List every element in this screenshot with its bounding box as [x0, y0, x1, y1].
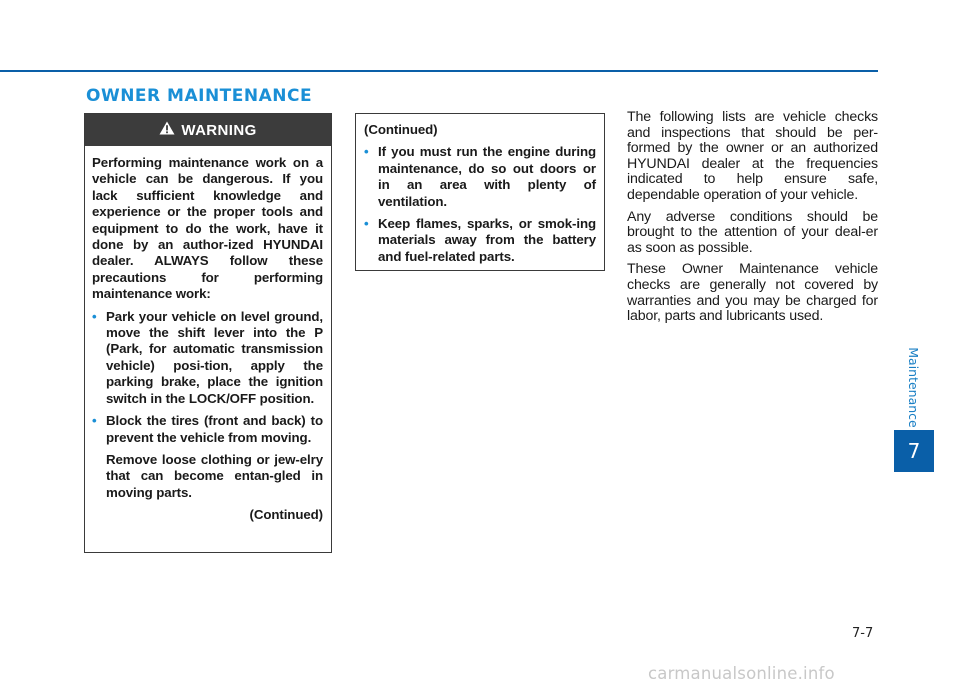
warning-header-label: WARNING — [181, 121, 257, 139]
continued-header: (Continued) — [364, 122, 438, 137]
continued-bullet-text: Keep flames, sparks, or smok-ing materials away from the battery and fuel-related parts. — [378, 216, 596, 264]
chapter-tab — [894, 430, 934, 472]
body-paragraph: These Owner Maintenance vehicle checks are generally not covered by warranties and you may be charged for labor, parts and lubricants used. — [627, 261, 878, 325]
warning-extra-text: Remove loose clothing or jew-elry that can become entan-gled in moving parts. — [106, 451, 323, 500]
body-text-column — [627, 110, 878, 331]
continued-label: (Continued) — [249, 507, 323, 523]
bullet-dot-icon: • — [364, 144, 369, 160]
body-paragraph: The following lists are vehicle checks and inspections that should be per-formed by the owner or an authorized HYUNDAI dealer at the frequencies indicated to help ensure safe, dependable operation of your vehicle. — [627, 109, 878, 203]
warning-intro: Performing maintenance work on a vehicle can be dangerous. If you lack sufficient knowledge and experience or the proper tools and equipment to do the work, have it done by an author-ized HYUNDAI dealer. ALWAYS follow these precautions for performing maintenance work: — [92, 155, 323, 302]
chapter-label — [905, 342, 921, 432]
warning-bullet-text: Block the tires (front and back) to prevent the vehicle from moving. — [106, 413, 323, 445]
chapter-number: 7 — [907, 439, 921, 463]
section-title: OWNER MAINTENANCE — [86, 86, 313, 106]
list-item — [92, 413, 323, 446]
warning-box — [84, 113, 332, 553]
continued-bullet-text: If you must run the engine during maintenance, do so out doors or in an area with plenty of ventilation. — [378, 144, 596, 209]
continued-warning-box — [355, 113, 605, 271]
header-rule — [0, 70, 878, 72]
warning-header — [85, 114, 331, 146]
list-item — [364, 144, 596, 210]
list-item — [92, 309, 323, 407]
list-item — [364, 216, 596, 265]
body-paragraph: Any adverse conditions should be brought to the attention of your deal-er as soon as possible. — [627, 208, 878, 256]
chapter-label-text: Maintenance — [905, 346, 921, 428]
page-number: 7-7 — [852, 626, 874, 641]
warning-bullet-text: Park your vehicle on level ground, move the shift lever into the P (Park, for automatic transmission vehicle) posi-tion, apply the parking brake, place the ignition switch in the LOCK/OFF position. — [106, 308, 323, 406]
bullet-dot-icon: • — [92, 413, 97, 429]
bullet-dot-icon: • — [364, 216, 369, 232]
warning-triangle-icon — [159, 121, 175, 139]
watermark: carmanualsonline.info — [648, 664, 835, 683]
bullet-dot-icon: • — [92, 308, 97, 324]
